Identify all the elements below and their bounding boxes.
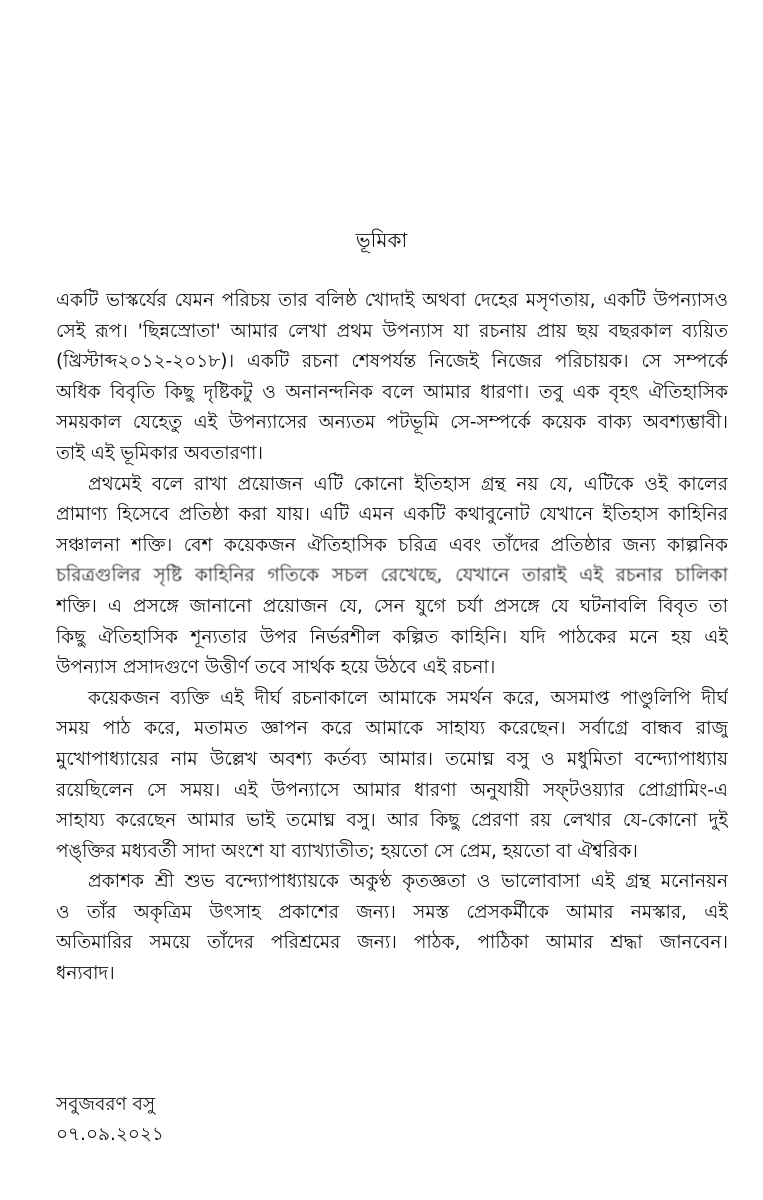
text-line: অধিক বিবৃতি কিছু দৃষ্টিকটু ও অনানন্দনিক বলে আমার ধারণা। তবু এক বৃহৎ ঐতিহাসিক bbox=[56, 381, 728, 403]
text-line: মুখোপাধ্যায়ের নাম উল্লেখ অবশ্য কর্তব্য আমার। তমোঘ্ন বসু ও মধুমিতা বন্দ্যোপাধ্যায় bbox=[56, 748, 728, 770]
text-line: ধন্যবাদ। bbox=[56, 963, 115, 985]
text-line: প্রথমেই বলে রাখা প্রয়োজন এটি কোনো ইতিহাস গ্রন্থ নয় যে, এটিকে ওই কালের bbox=[88, 473, 728, 495]
text-line: চরিত্রগুলির সৃষ্টি কাহিনির গতিকে সচল রেখেছে, যেখানে তারাই এই রচনার চালিকা bbox=[56, 565, 728, 587]
text-line: পঙ্‌ক্তির মধ্যবর্তী সাদা অংশে যা ব্যাখ্যাতীত; হয়তো সে প্রেম, হয়তো বা ঐশ্বরিক। bbox=[56, 840, 638, 862]
text-line: কিছু ঐতিহাসিক শূন্যতার উপর নির্ভরশীল কল্পিত কাহিনি। যদি পাঠকের মনে হয় এই bbox=[56, 626, 728, 648]
signature-block bbox=[56, 1090, 164, 1150]
text-line: উপন্যাস প্রসাদগুণে উত্তীর্ণ তবে সার্থক হয়ে উঠবে এই রচনা। bbox=[56, 657, 496, 679]
text-line: সময় পাঠ করে, মতামত জ্ঞাপন করে আমাকে সাহায্য করেছেন। সর্বাগ্রে বান্ধব রাজু bbox=[56, 718, 728, 740]
text-line: সাহায্য করেছেন আমার ভাই তমোঘ্ন বসু। আর কিছু প্রেরণা রয় লেখার যে-কোনো দুই bbox=[56, 810, 728, 832]
text-line: সেই রূপ। 'ছিন্নস্রোতা' আমার লেখা প্রথম উপন্যাস যা রচনায় প্রায় ছয় বছরকাল ব্যয়িত bbox=[56, 320, 728, 342]
text-line: সঞ্চালনা শক্তি। বেশ কয়েকজন ঐতিহাসিক চরিত্র এবং তাঁদের প্রতিষ্ঠার জন্য কাল্পনিক bbox=[56, 534, 728, 556]
text-line: ও তাঁর অকৃত্রিম উৎসাহ প্রকাশের জন্য। সমস্ত প্রেসকর্মীকে আমার নমস্কার, এই bbox=[56, 901, 728, 923]
author-name: সবুজবরণ বসু bbox=[56, 1094, 156, 1115]
signature-date: ০৭.০৯.২০২১ bbox=[56, 1124, 164, 1145]
text-line: প্রকাশক শ্রী শুভ বন্দ্যোপাধ্যায়কে অকুণ্ঠ কৃতজ্ঞতা ও ভালোবাসা এই গ্রন্থ মনোনয়ন bbox=[88, 871, 728, 893]
text-line: (খ্রিস্টাব্দ২০১২-২০১৮)। একটি রচনা শেষপর্যন্ত নিজেই নিজের পরিচায়ক। সে সম্পর্কে bbox=[56, 351, 728, 373]
text-line: সময়কাল যেহেতু এই উপন্যাসের অন্যতম পটভূমি সে-সম্পর্কে কয়েক বাক্য অবশ্যম্ভাবী। bbox=[56, 412, 728, 434]
text-line: অতিমারির সময়ে তাঁদের পরিশ্রমের জন্য। পাঠক, পাঠিকা আমার শ্রদ্ধা জানবেন। bbox=[56, 932, 728, 954]
page-title: ভূমিকা bbox=[355, 228, 408, 252]
preface-body bbox=[56, 286, 728, 990]
text-line: কয়েকজন ব্যক্তি এই দীর্ঘ রচনাকালে আমাকে সমর্থন করে, অসমাপ্ত পাণ্ডুলিপি দীর্ঘ bbox=[88, 687, 728, 709]
text-line: শক্তি। এ প্রসঙ্গে জানানো প্রয়োজন যে, সেন যুগে চর্যা প্রসঙ্গে যে ঘটনাবলি বিবৃত তা bbox=[56, 595, 728, 617]
text-line: রয়েছিলেন সে সময়। এই উপন্যাসে আমার ধারণা অনুযায়ী সফ্‌টওয়্যার প্রোগ্রামিং-এ bbox=[56, 779, 728, 801]
text-line: একটি ভাস্কর্যের যেমন পরিচয় তার বলিষ্ঠ খোদাই অথবা দেহের মসৃণতায়, একটি উপন্যাসও bbox=[56, 290, 728, 311]
text-line: প্রামাণ্য হিসেবে প্রতিষ্ঠা করা যায়। এটি এমন একটি কথাবুনোট যেখানে ইতিহাস কাহিনির bbox=[56, 504, 728, 526]
text-line: তাই এই ভূমিকার অবতারণা। bbox=[56, 442, 263, 464]
